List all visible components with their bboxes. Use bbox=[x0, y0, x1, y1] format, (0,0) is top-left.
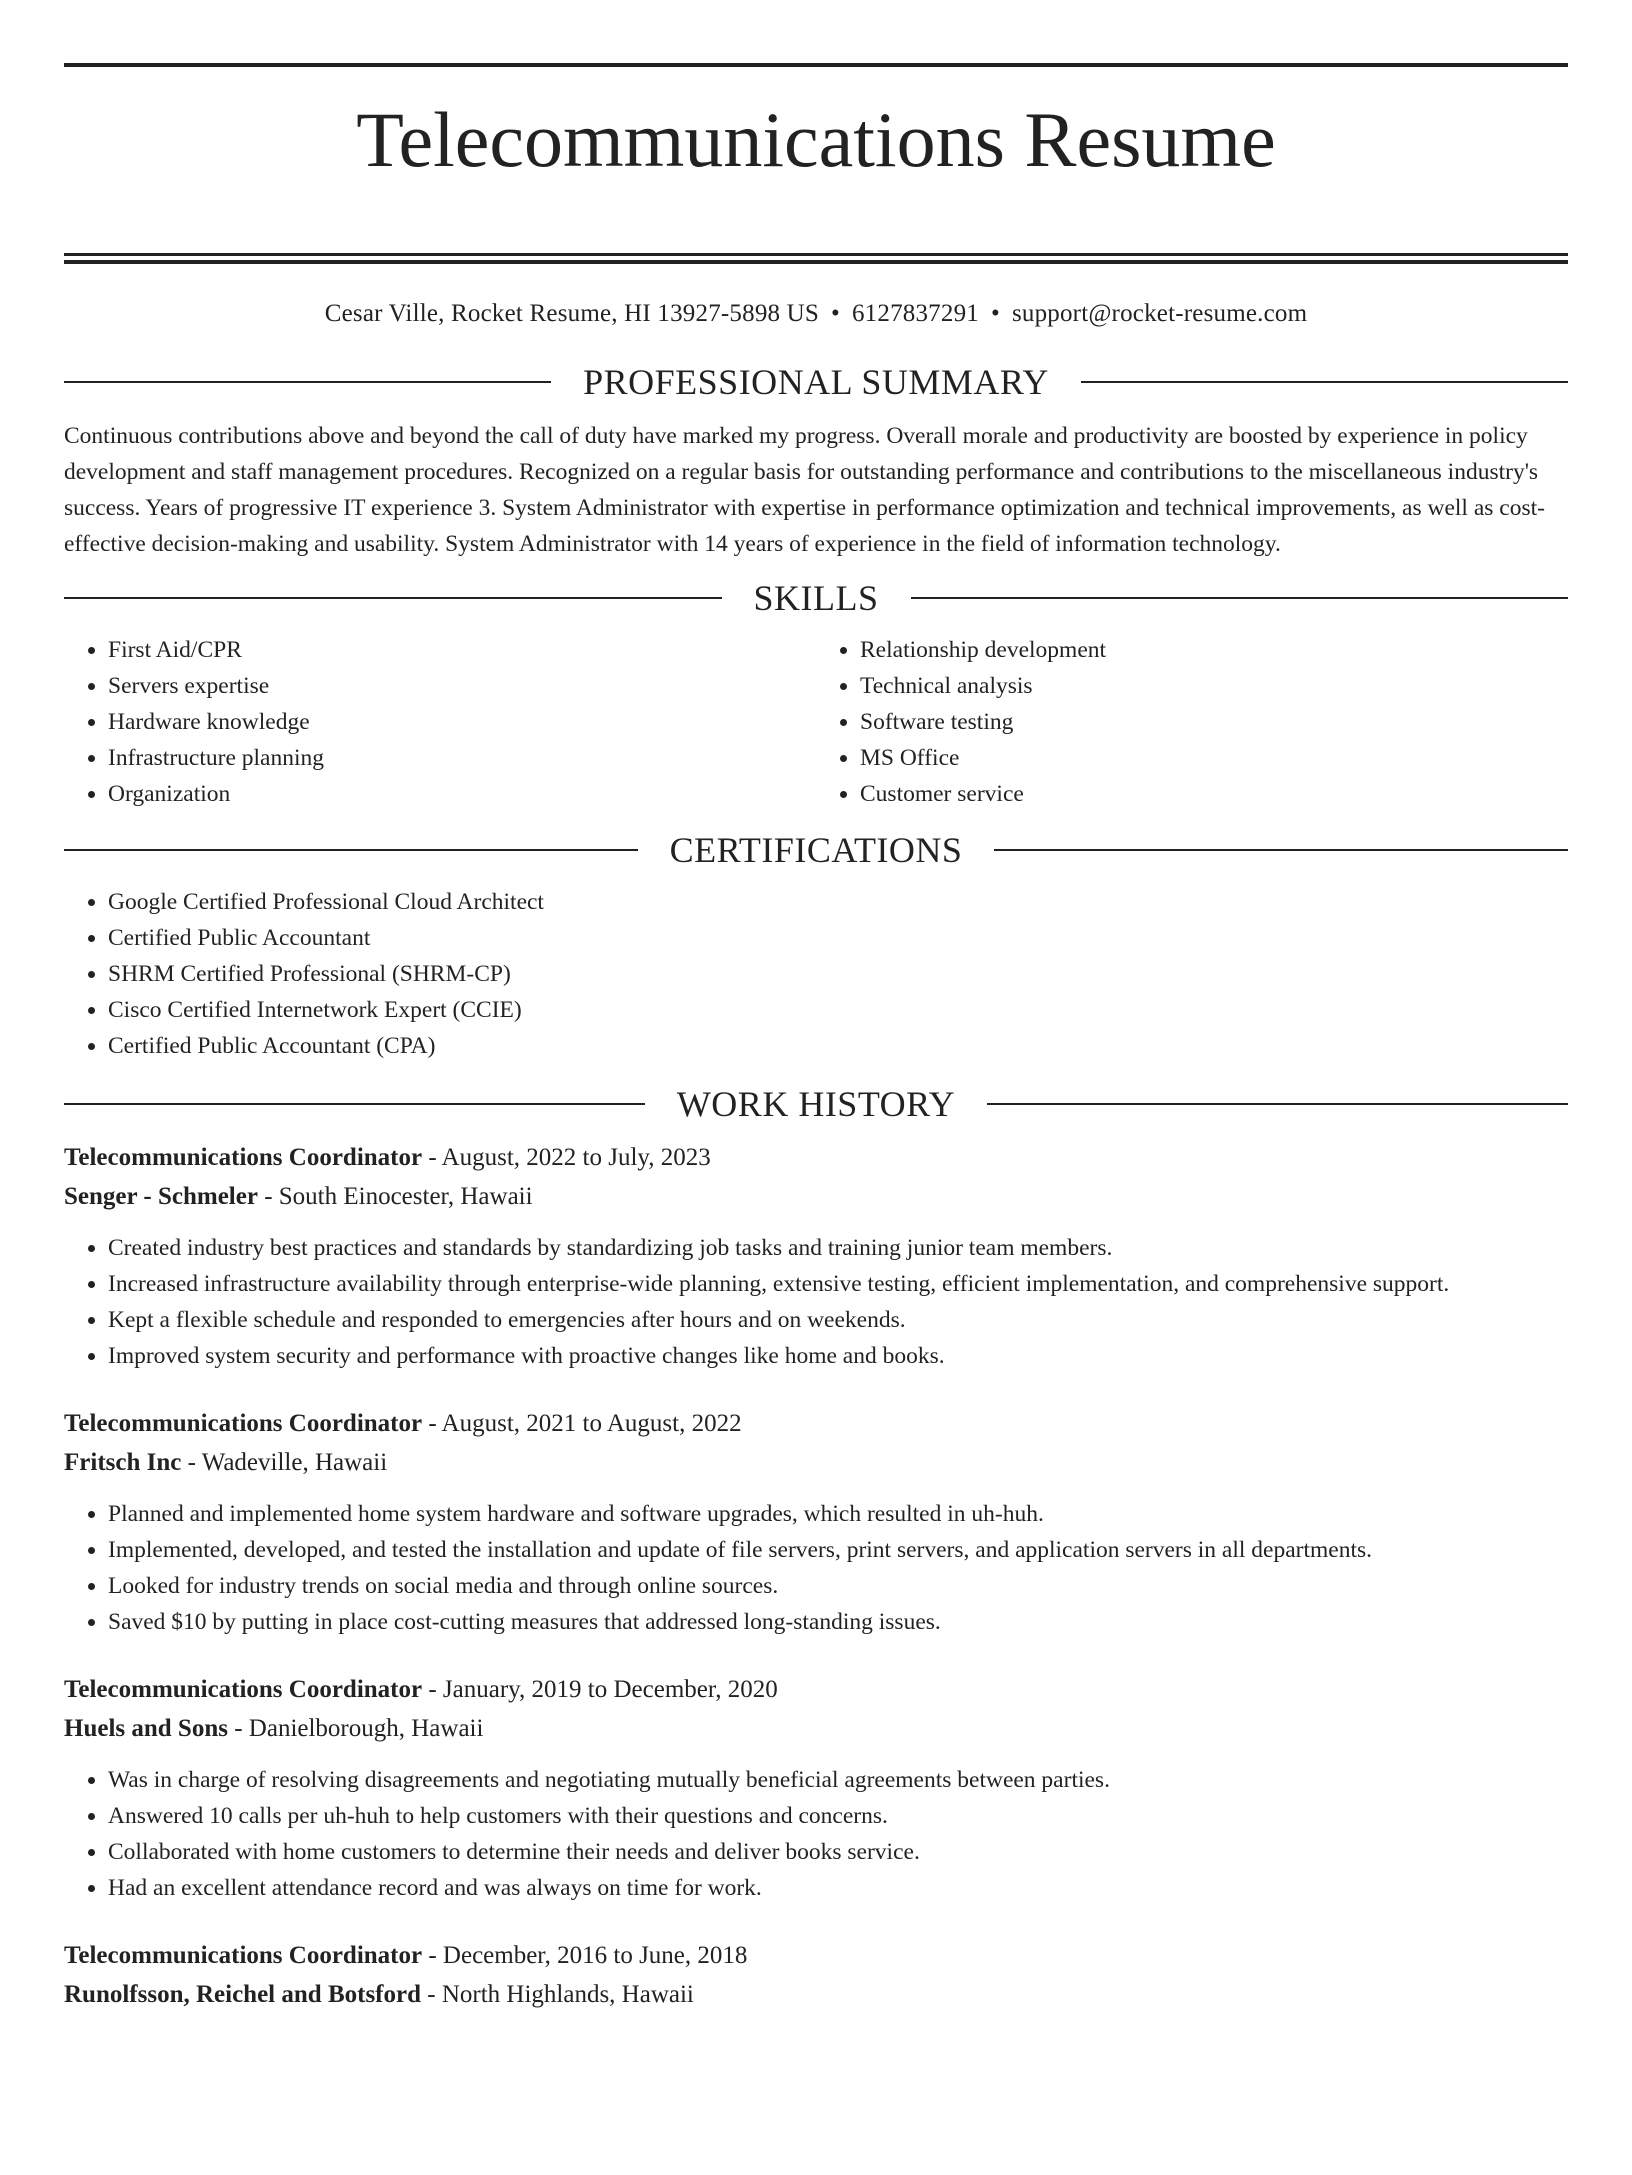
contact-line bbox=[64, 300, 1568, 328]
job-title: Telecommunications Coordinator bbox=[64, 1942, 423, 1970]
contact-separator: • bbox=[990, 300, 1000, 328]
job-bullet: • Answered 10 calls per uh-huh to help customers with their questions and concerns. bbox=[108, 1798, 1568, 1834]
work-history-heading-label: WORK HISTORY bbox=[676, 1084, 956, 1125]
heading-rule bbox=[64, 597, 722, 599]
job-company: Huels and Sons bbox=[64, 1715, 228, 1743]
job-company: Runolfsson, Reichel and Botsford bbox=[64, 1981, 421, 2009]
job-company-line bbox=[64, 1177, 1568, 1216]
work-history-list bbox=[64, 1138, 1568, 2014]
job-bullet: • Looked for industry trends on social media and through online sources. bbox=[108, 1568, 1568, 1604]
skills-list-right bbox=[816, 632, 1568, 812]
job-dates: - December, 2016 to June, 2018 bbox=[422, 1942, 748, 1970]
job-bullet: • Saved $10 by putting in place cost-cutting measures that addressed long-standing issues. bbox=[108, 1604, 1568, 1640]
summary-text: Continuous contributions above and beyond the call of duty have marked my progress. Overall morale and productivity are boosted by experience in policy development and staff management procedures. Recognized on a regular basis for outstanding performance and contributions to the miscellaneous industry's success. Years of progressive IT experience 3. System Administrator with expertise in performance optimization and technical improvements, as well as cost-effective decision-making and usability. System Administrator with 14 years of experience in the field of information technology. bbox=[64, 423, 1545, 558]
contact-phone: 6127837291 bbox=[851, 300, 979, 328]
job-title-line bbox=[64, 1670, 1568, 1709]
contact-separator: • bbox=[831, 300, 840, 328]
job-company: Fritsch Inc bbox=[64, 1449, 182, 1477]
job-bullets bbox=[64, 1230, 1568, 1374]
job-bullet: • Planned and implemented home system hardware and software upgrades, which resulted in uh-huh. bbox=[108, 1496, 1568, 1532]
skill-item: • First Aid/CPR bbox=[108, 632, 816, 668]
heading-rule bbox=[1081, 381, 1568, 383]
skills-list-left bbox=[64, 632, 816, 812]
job-bullet: • Implemented, developed, and tested the installation and update of file servers, print servers, and application servers in all departments. bbox=[108, 1532, 1568, 1568]
job-entry bbox=[64, 1670, 1568, 1906]
skill-item: • Organization bbox=[108, 776, 816, 812]
heading-rule bbox=[987, 1103, 1568, 1105]
job-bullet: • Created industry best practices and standards by standardizing job tasks and training junior team members. bbox=[108, 1230, 1568, 1266]
skill-item: • Customer service bbox=[860, 776, 1568, 812]
job-company-line bbox=[64, 1443, 1568, 1482]
job-location: - South Einocester, Hawaii bbox=[257, 1183, 533, 1211]
skill-item: • Infrastructure planning bbox=[108, 740, 816, 776]
job-company: Senger - Schmeler bbox=[64, 1183, 258, 1211]
certification-item: • Certified Public Accountant bbox=[108, 920, 1568, 956]
contact-email: support@rocket-resume.com bbox=[1011, 300, 1308, 328]
summary-heading-label: PROFESSIONAL SUMMARY bbox=[583, 362, 1049, 403]
job-dates: - August, 2021 to August, 2022 bbox=[422, 1410, 742, 1438]
skill-item: • MS Office bbox=[860, 740, 1568, 776]
job-bullet: • Increased infrastructure availability through enterprise-wide planning, extensive testing, efficient implementation, and comprehensive support. bbox=[108, 1266, 1568, 1302]
job-bullet: • Kept a flexible schedule and responded to emergencies after hours and on weekends. bbox=[108, 1302, 1568, 1338]
job-company-line bbox=[64, 1975, 1568, 2014]
title-double-rule bbox=[64, 253, 1568, 264]
skill-item: • Hardware knowledge bbox=[108, 704, 816, 740]
heading-rule bbox=[64, 849, 638, 851]
certifications-heading-label: CERTIFICATIONS bbox=[669, 830, 963, 871]
certification-item: • Cisco Certified Internetwork Expert (CCIE) bbox=[108, 992, 1568, 1028]
top-rule bbox=[64, 63, 1568, 67]
job-title: Telecommunications Coordinator bbox=[64, 1144, 423, 1172]
skills-heading bbox=[64, 578, 1568, 619]
certifications-list bbox=[64, 884, 1568, 1064]
heading-rule bbox=[64, 381, 551, 383]
skill-item: • Technical analysis bbox=[860, 668, 1568, 704]
job-company-line bbox=[64, 1709, 1568, 1748]
heading-rule bbox=[994, 849, 1568, 851]
heading-rule bbox=[64, 1103, 645, 1105]
job-title-line bbox=[64, 1936, 1568, 1975]
job-bullet: • Was in charge of resolving disagreements and negotiating mutually beneficial agreements between parties. bbox=[108, 1762, 1568, 1798]
skills-grid bbox=[64, 632, 1568, 812]
job-location: - Danielborough, Hawaii bbox=[227, 1715, 484, 1743]
job-title: Telecommunications Coordinator bbox=[64, 1676, 423, 1704]
job-title: Telecommunications Coordinator bbox=[64, 1410, 423, 1438]
summary-heading bbox=[64, 362, 1568, 403]
skill-item: • Software testing bbox=[860, 704, 1568, 740]
job-bullets bbox=[64, 1762, 1568, 1906]
contact-address: Cesar Ville, Rocket Resume, HI 13927-5898 US bbox=[324, 300, 820, 328]
job-bullets bbox=[64, 1496, 1568, 1640]
job-bullet: • Improved system security and performance with proactive changes like home and books. bbox=[108, 1338, 1568, 1374]
job-entry bbox=[64, 1138, 1568, 1374]
job-dates: - January, 2019 to December, 2020 bbox=[422, 1676, 778, 1704]
certification-item: • Certified Public Accountant (CPA) bbox=[108, 1028, 1568, 1064]
job-location: - North Highlands, Hawaii bbox=[421, 1981, 694, 2009]
certification-item: • Google Certified Professional Cloud Architect bbox=[108, 884, 1568, 920]
job-title-line bbox=[64, 1404, 1568, 1443]
skills-heading-label: SKILLS bbox=[753, 578, 879, 619]
resume-page bbox=[0, 63, 1632, 2175]
resume-title: Telecommunications Resume bbox=[356, 96, 1276, 183]
heading-rule bbox=[911, 597, 1569, 599]
job-title-line bbox=[64, 1138, 1568, 1177]
certification-item: • SHRM Certified Professional (SHRM-CP) bbox=[108, 956, 1568, 992]
skill-item: • Relationship development bbox=[860, 632, 1568, 668]
job-bullet: • Collaborated with home customers to determine their needs and deliver books service. bbox=[108, 1834, 1568, 1870]
work-history-heading bbox=[64, 1084, 1568, 1125]
job-location: - Wadeville, Hawaii bbox=[181, 1449, 388, 1477]
job-entry bbox=[64, 1404, 1568, 1640]
skill-item: • Servers expertise bbox=[108, 668, 816, 704]
job-entry bbox=[64, 1936, 1568, 2014]
job-dates: - August, 2022 to July, 2023 bbox=[422, 1144, 711, 1172]
certifications-heading bbox=[64, 830, 1568, 871]
job-bullet: • Had an excellent attendance record and was always on time for work. bbox=[108, 1870, 1568, 1906]
